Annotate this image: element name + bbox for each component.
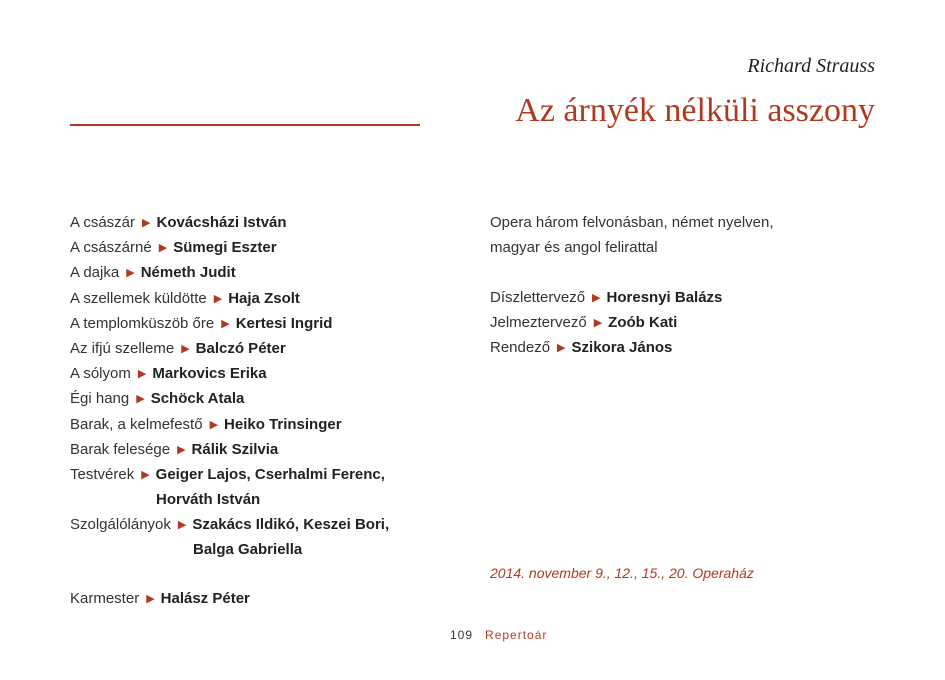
role-label: Barak felesége (70, 440, 171, 458)
role-label: A sólyom (70, 365, 131, 383)
title-rule (70, 124, 420, 126)
role-label: Szolgálólányok (70, 516, 171, 534)
performer-name-continuation: Balga Gabriella (193, 541, 303, 559)
performer-name: Halász Péter (160, 590, 250, 607)
cast-list (70, 210, 389, 563)
triangle-right-icon: ▶ (593, 317, 603, 330)
triangle-right-icon: ▶ (146, 593, 155, 605)
crew-name: Szikora János (571, 339, 673, 357)
cast-row (70, 210, 389, 235)
cast-row (70, 412, 389, 437)
triangle-right-icon: ▶ (137, 368, 147, 381)
page-title: Az árnyék nélküli asszony (515, 92, 875, 129)
cast-row (70, 437, 389, 462)
performer-name-continuation: Horváth István (156, 491, 261, 509)
crew-list (490, 285, 722, 361)
cast-row (70, 462, 389, 487)
cast-row (70, 512, 389, 537)
role-label: Karmester (70, 590, 140, 607)
cast-row (70, 260, 389, 285)
page-footer (450, 628, 547, 642)
triangle-right-icon: ▶ (592, 292, 601, 304)
performer-name: Balczó Péter (195, 339, 286, 357)
triangle-right-icon: ▶ (142, 217, 151, 229)
composer: Richard Strauss (747, 55, 875, 77)
performer-name: Geiger Lajos, Cserhalmi Ferenc, (155, 465, 385, 483)
role-label: Rendező (490, 339, 551, 357)
section-label: Repertoár (485, 628, 548, 642)
crew-row (490, 335, 722, 360)
triangle-right-icon: ▶ (136, 393, 145, 406)
cast-row (70, 336, 389, 361)
performer-name: Markovics Erika (152, 365, 267, 383)
opera-description (490, 210, 774, 260)
role-label: Égi hang (70, 390, 130, 408)
crew-name: Zoób Kati (608, 314, 678, 332)
performer-name: Kovácsházi István (156, 214, 287, 231)
crew-name: Horesnyi Balázs (606, 289, 723, 306)
role-label: Testvérek (70, 465, 135, 483)
triangle-right-icon: ▶ (209, 418, 219, 431)
role-label: Barak, a kelmefestő (70, 415, 203, 433)
cast-row (70, 386, 389, 411)
role-label: Jelmeztervező (490, 314, 587, 332)
triangle-right-icon: ▶ (177, 519, 187, 532)
conductor-row (70, 586, 250, 611)
triangle-right-icon: ▶ (158, 242, 168, 255)
triangle-right-icon: ▶ (126, 267, 135, 280)
triangle-right-icon: ▶ (221, 317, 230, 330)
role-label: A császár (70, 214, 136, 231)
performance-dates: 2014. november 9., 12., 15., 20. Operaház (490, 565, 754, 581)
role-label: A császárné (70, 239, 152, 257)
triangle-right-icon: ▶ (141, 468, 150, 481)
role-label: A szellemek küldötte (70, 289, 207, 307)
cast-row (70, 361, 389, 386)
cast-row (70, 311, 389, 336)
triangle-right-icon: ▶ (213, 292, 223, 305)
performer-name: Haja Zsolt (228, 289, 300, 307)
performer-name: Rálik Szilvia (191, 440, 279, 458)
performer-name: Sümegi Eszter (173, 239, 277, 257)
role-label: Az ifjú szelleme (70, 339, 175, 357)
triangle-right-icon: ▶ (557, 342, 566, 355)
role-label: Díszlettervező (490, 289, 586, 306)
performer-name: Kertesi Ingrid (235, 314, 333, 332)
description-line: magyar és angol felirattal (490, 239, 658, 257)
page-number: 109 (450, 628, 474, 642)
role-label: A templomküszöb őre (70, 314, 215, 332)
triangle-right-icon: ▶ (177, 443, 186, 456)
role-label: A dajka (70, 264, 120, 282)
crew-row (490, 310, 722, 335)
performer-name: Szakács Ildikó, Keszei Bori, (192, 516, 390, 534)
cast-row (70, 235, 389, 260)
triangle-right-icon: ▶ (181, 342, 190, 355)
performer-name: Németh Judit (140, 264, 236, 282)
performer-name: Schöck Atala (150, 390, 245, 408)
performer-name: Heiko Trinsinger (224, 415, 342, 433)
crew-row (490, 285, 722, 310)
description-line: Opera három felvonásban, német nyelven, (490, 214, 774, 231)
cast-row (70, 286, 389, 311)
